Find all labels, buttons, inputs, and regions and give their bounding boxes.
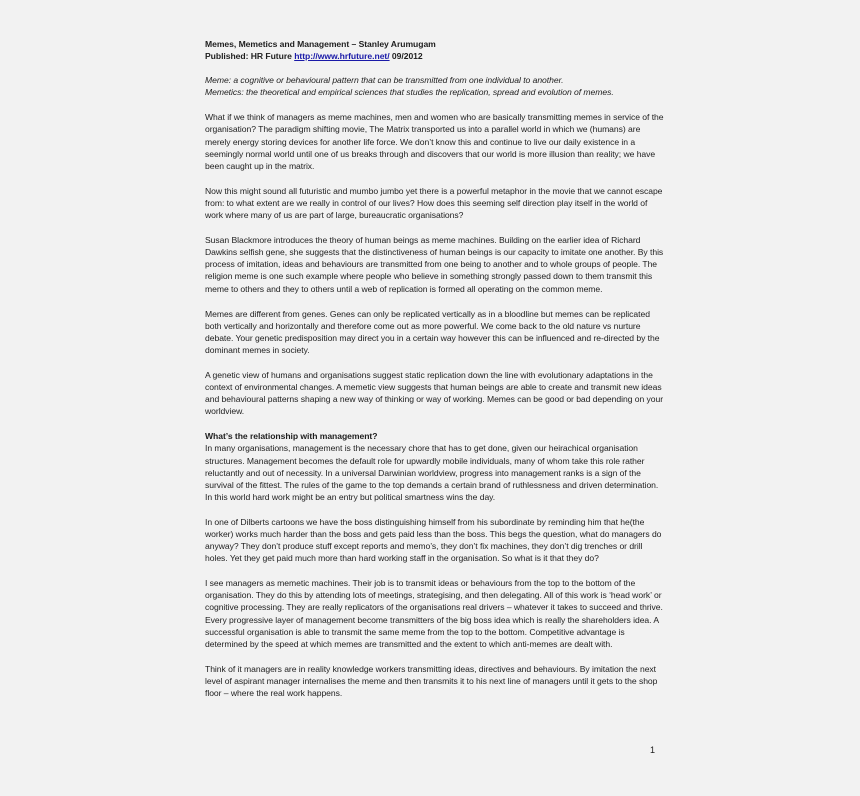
- definition-memetics: Memetics: the theoretical and empirical sciences that studies the replication, spread and evolution of memes.: [205, 87, 614, 98]
- page-number: 1: [650, 745, 656, 755]
- paragraph-4: Memes are different from genes. Genes can only be replicated vertically as in a bloodline but memes can be replicated both vertically and horizontally and therefore come out as more powerful. We come back to the old nature vs nurture debate. Your genetic predisposition may direct you in a certain way however this can be influenced and re-directed by the dominant memes in society.: [205, 308, 660, 355]
- paragraph-3: Susan Blackmore introduces the theory of human beings as meme machines. Building on the earlier idea of Richard Dawkins selfish gene, she suggests that the distinctiveness of human beings is our capacity to imitate one another. By this process of imitation, ideas and behaviours are transmitted from one being to another and to whole groups of people. The religion meme is one such example where people who believe in something strongly passed down to them transmit this meme to others and they to others until a web of replication is formed all operating on the common meme.: [205, 235, 664, 294]
- definitions: [205, 74, 665, 98]
- document-body: [205, 38, 665, 699]
- paragraph-7: In one of Dilberts cartoons we have the boss distinguishing himself from his subordinate by reminding him that he(the worker) works much harder than the boss and gets paid less than the boss. This begs the question, what do managers do anyway? They don’t produce stuff except reports and memo’s, they don’t fix machines, they don’t dig trenches or drill holes. Yet they get paid much more than hard working staff in the organisation. So what is it that they do?: [205, 516, 662, 564]
- paragraph-1: What if we think of managers as meme machines, men and women who are basically transmitting memes in service of the organisation? The paradigm shifting movie, The Matrix transported us into a parallel world in which we (humans) are merely energy storing devices for another life force. We don’t know this and continue to live our daily existence in a seemingly normal world until one of us breaks through and discovers that our world is more illusion than reality; we have been caught up in the matrix.: [205, 112, 664, 171]
- section-heading: What’s the relationship with management?: [205, 431, 378, 442]
- document-title: Memes, Memetics and Management – Stanley Arumugam: [205, 39, 436, 49]
- published-label: Published: HR Future: [205, 51, 295, 62]
- paragraph-2: Now this might sound all futuristic and mumbo jumbo yet there is a powerful metaphor in the movie that we cannot escape from: to what extent are we really in control of our lives? How does this seeming self direction play itself in the world of work where many of us are part of large, bureaucratic organisations?: [205, 185, 663, 221]
- published-line: [205, 50, 665, 62]
- source-link[interactable]: http://www.hrfuture.net/: [294, 51, 390, 62]
- definition-meme: Meme: a cognitive or behavioural pattern that can be transmitted from one individual to another.: [205, 75, 564, 86]
- paragraph-8: I see managers as memetic machines. Their job is to transmit ideas or behaviours from the top to the bottom of the organisation. They do this by attending lots of meetings, strategising, and then delegating. All of this work is ‘head work’ or cognitive processing. They are really replicators of the organisations real drivers – whatever it takes to succeed and thrive. Every progressive layer of management become transmitters of the big boss idea which is really the shareholders idea. A successful organisation is able to transmit the same meme from the top to the bottom. Competitive advantage is determined by the speed at which memes are transmitted and the extent to which anti-memes are dealt with.: [205, 578, 663, 649]
- paragraph-6: In many organisations, management is the necessary chore that has to get done, given our heirachical organisation structures. Management becomes the default role for upwardly mobile individuals, many of whom take this role rather reluctantly and out of necessity. In a universal Darwinian worldview, progress into management ranks is a sign of the survival of the fittest. The rules of the game to the top demands a certain brand of ruthlessness and driven determination. In this world hard work might be an entry but political smartness wins the day.: [205, 443, 659, 502]
- published-date: 09/2012: [389, 51, 423, 62]
- paragraph-5: A genetic view of humans and organisations suggest static replication down the line with evolutionary adaptations in the context of environmental changes. A memetic view suggests that human beings are able to create and transmit new ideas and behavioural patterns shaping a new way of thinking or way of working. Memes can be good or bad depending on your worldview.: [205, 369, 664, 417]
- paragraph-9: Think of it managers are in reality knowledge workers transmitting ideas, directives and behaviours. By imitation the next level of aspirant manager internalises the meme and then transmits it to his next line of managers until it gets to the shop floor – where the real work happens.: [205, 663, 658, 699]
